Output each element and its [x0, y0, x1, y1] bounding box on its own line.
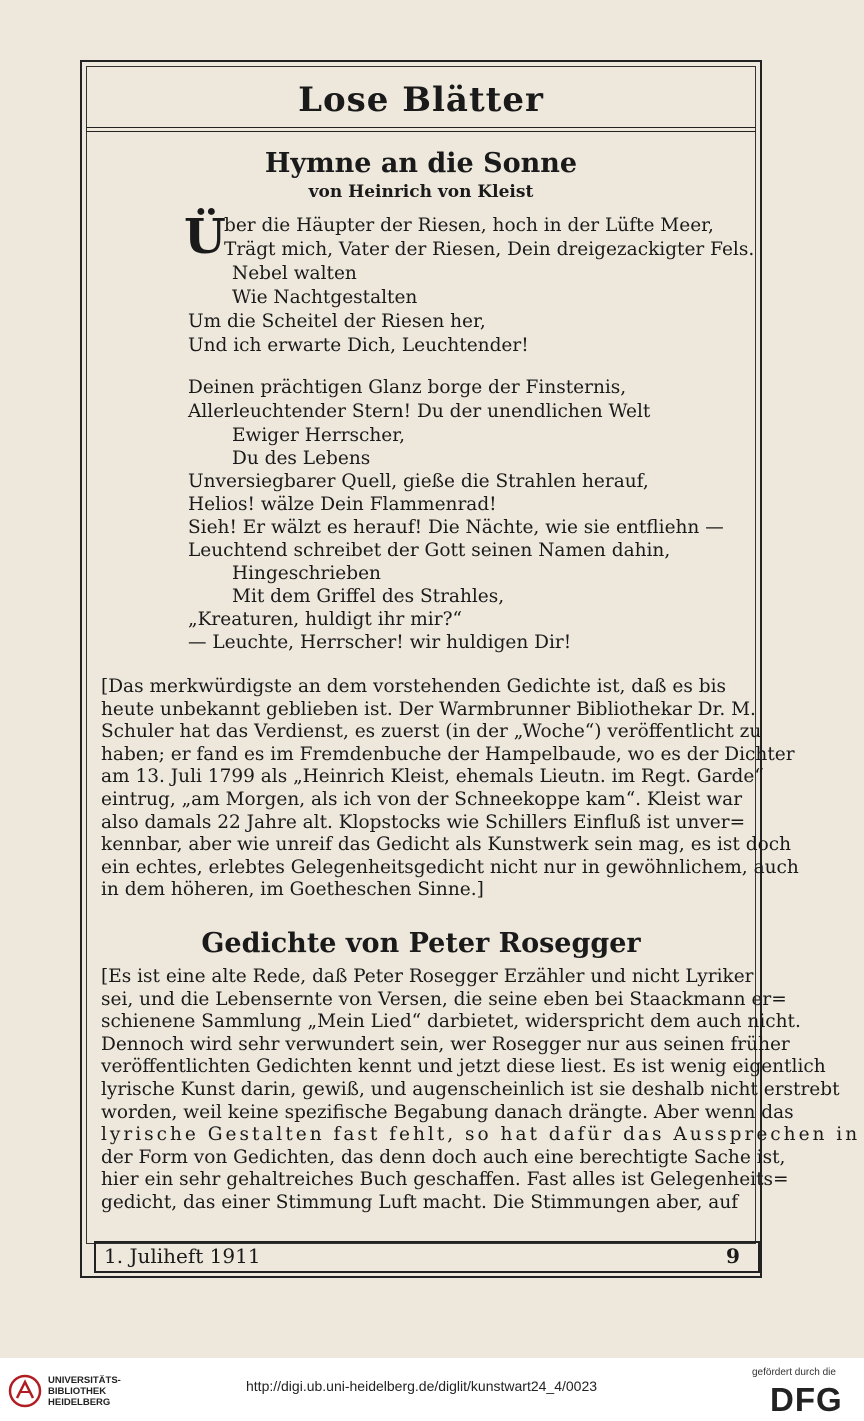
article-title: Gedichte von Peter Rosegger — [201, 928, 641, 959]
library-name-line: UNIVERSITÄTS- — [48, 1375, 121, 1386]
poem-line: Ewiger Herrscher, — [232, 425, 405, 446]
poem-line: Leuchtend schreibet der Gott seinen Namen dahin, — [188, 540, 671, 561]
poem-line: Sieh! Er wälzt es herauf! Die Nächte, wie sie entfliehn — — [188, 517, 724, 538]
header-rule-top — [86, 127, 756, 128]
poem-line: Helios! wälze Dein Flammenrad! — [188, 494, 497, 515]
poem-line: Wie Nachtgestalten — [232, 287, 418, 308]
poem-line: ber die Häupter der Riesen, hoch in der Lüfte Meer, — [224, 215, 714, 236]
article-line: hier ein sehr gehaltreiches Buch geschaffen. Fast alles ist Gelegenheits= — [101, 1169, 789, 1191]
poem-line: Um die Scheitel der Riesen her, — [188, 311, 486, 332]
article-line: Dennoch wird sehr verwundert sein, wer Rosegger nur aus seinen früher — [101, 1033, 790, 1055]
article-line: der Form von Gedichten, das denn doch auch eine berechtigte Sache ist, — [101, 1146, 786, 1168]
permalink-url[interactable]: http://digi.ub.uni-heidelberg.de/diglit/kunstwart24_4/0023 — [246, 1378, 598, 1394]
note-line: ein echtes, erlebtes Gelegenheitsgedicht nicht nur in gewöhnlichem, auch — [101, 856, 799, 878]
article-line: [Es ist eine alte Rede, daß Peter Rosegger Erzähler und nicht Lyriker — [101, 966, 754, 987]
note-line: also damals 22 Jahre alt. Klopstocks wie Schillers Einfluß ist unver= — [101, 811, 746, 833]
article-line: veröffentlichten Gedichten kennt und jetzt diese liest. Es ist wenig eigentlich — [101, 1056, 826, 1078]
article-line: lyrische Kunst darin, gewiß, und augenscheinlich ist sie deshalb nicht erstrebt — [101, 1078, 840, 1100]
article-line: worden, weil keine spezifische Begabung danach drängte. Aber wenn das — [101, 1101, 794, 1123]
poem-line: Allerleuchtender Stern! Du der unendlichen Welt — [188, 401, 651, 422]
note-line: Schuler hat das Verdienst, es zuerst (in der „Woche“) veröffentlicht zu — [101, 721, 762, 743]
funding-label: gefördert durch die — [752, 1367, 836, 1378]
poem-line: — Leuchte, Herrscher! wir huldigen Dir! — [188, 632, 572, 653]
article-line: schienene Sammlung „Mein Lied“ darbietet, widerspricht dem auch nicht. — [101, 1011, 801, 1033]
poem-line: Mit dem Griffel des Strahles, — [232, 586, 505, 607]
note-line: [Das merkwürdigste an dem vorstehenden Gedichte ist, daß es bis — [101, 676, 726, 697]
poem-line: Trägt mich, Vater der Riesen, Dein dreigezackigter Fels. — [224, 239, 755, 260]
editorial-note — [101, 676, 799, 902]
article-line: lyrische Gestalten fast fehlt, so hat dafür das Aussprechen in — [101, 1124, 861, 1146]
poem-line: Und ich erwarte Dich, Leuchtender! — [188, 335, 529, 356]
article-body — [101, 966, 861, 1215]
note-line: heute unbekannt geblieben ist. Der Warmbrunner Bibliothekar Dr. M. — [101, 698, 756, 720]
note-line: haben; er fand es im Fremdenbuche der Hampelbaude, wo es der Dichter — [101, 743, 795, 765]
dfg-logo: DFG — [770, 1381, 843, 1418]
poem-line: Du des Lebens — [232, 448, 371, 469]
poem-line: Deinen prächtigen Glanz borge der Finsternis, — [188, 377, 627, 398]
library-name-line: HEIDELBERG — [48, 1397, 111, 1408]
poem-line: Nebel walten — [232, 263, 357, 284]
note-line: am 13. Juli 1799 als „Heinrich Kleist, ehemals Lieutn. im Regt. Garde“ — [101, 766, 764, 788]
note-line: eintrug, „am Morgen, als ich von der Schneekoppe kam“. Kleist war — [101, 788, 743, 810]
poem-line: Hingeschrieben — [232, 563, 381, 584]
footer-page-number: 9 — [726, 1244, 740, 1268]
library-name-line: BIBLIOTHEK — [48, 1386, 107, 1397]
article-line: sei, und die Lebensernte von Versen, die seine eben bei Staackmann er= — [101, 988, 787, 1010]
poem-dropcap: Ü — [184, 209, 226, 265]
poem-line: Unversiegbarer Quell, gieße die Strahlen herauf, — [188, 471, 649, 492]
note-line: kennbar, aber wie unreif das Gedicht als Kunstwerk sein mag, es ist doch — [101, 834, 791, 856]
footer-issue: 1. Juliheft 1911 — [104, 1244, 261, 1268]
poem-line: „Kreaturen, huldigt ihr mir?“ — [188, 609, 462, 630]
poem-title: Hymne an die Sonne — [264, 148, 578, 179]
note-line: in dem höheren, im Goetheschen Sinne.] — [101, 879, 484, 901]
article-line: gedicht, das einer Stimmung Luft macht. Die Stimmungen aber, auf — [101, 1191, 739, 1213]
university-library-logo-icon — [8, 1374, 42, 1408]
header-rule-bottom — [86, 131, 756, 132]
poem-author: von Heinrich von Kleist — [308, 182, 534, 202]
library-name — [48, 1375, 121, 1408]
section-title: Lose Blätter — [298, 80, 544, 120]
